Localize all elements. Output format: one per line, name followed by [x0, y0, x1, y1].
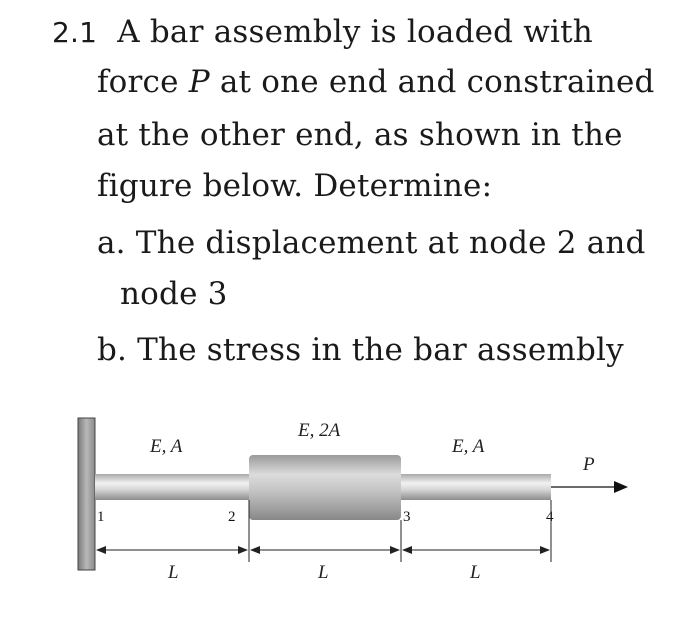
node-label-4: 4	[546, 509, 554, 525]
segment-label-1: E, A	[150, 436, 183, 457]
bar-segment-2	[249, 455, 401, 520]
part-b: b. The stress in the bar assembly	[97, 332, 624, 368]
problem-line-3: at the other end, as shown in the	[97, 117, 623, 153]
part-a-line-1: a. The displacement at node 2 and	[97, 225, 646, 261]
load-label: P	[583, 454, 595, 475]
load-arrow-icon	[614, 481, 628, 493]
length-label-2: L	[318, 562, 329, 583]
node-label-3: 3	[403, 509, 411, 525]
segment-label-2: E, 2A	[298, 420, 341, 441]
problem-text-line-2b: at one end and constrained	[209, 64, 655, 100]
node-label-1: 1	[97, 509, 105, 525]
problem-text-line-2a: force	[97, 64, 189, 100]
bar-segment-1	[95, 474, 249, 500]
fixed-wall	[78, 418, 95, 570]
part-a-line-2: node 3	[120, 276, 228, 312]
problem-line-4: figure below. Determine:	[97, 168, 493, 204]
segment-label-3: E, A	[452, 436, 485, 457]
length-label-1: L	[168, 562, 179, 583]
node-label-2: 2	[228, 509, 236, 525]
problem-text-line-1: A bar assembly is loaded with	[117, 14, 593, 50]
force-variable: P	[188, 64, 210, 100]
bar-segment-3	[401, 474, 551, 500]
problem-number: 2.1	[52, 16, 98, 49]
length-label-3: L	[470, 562, 481, 583]
